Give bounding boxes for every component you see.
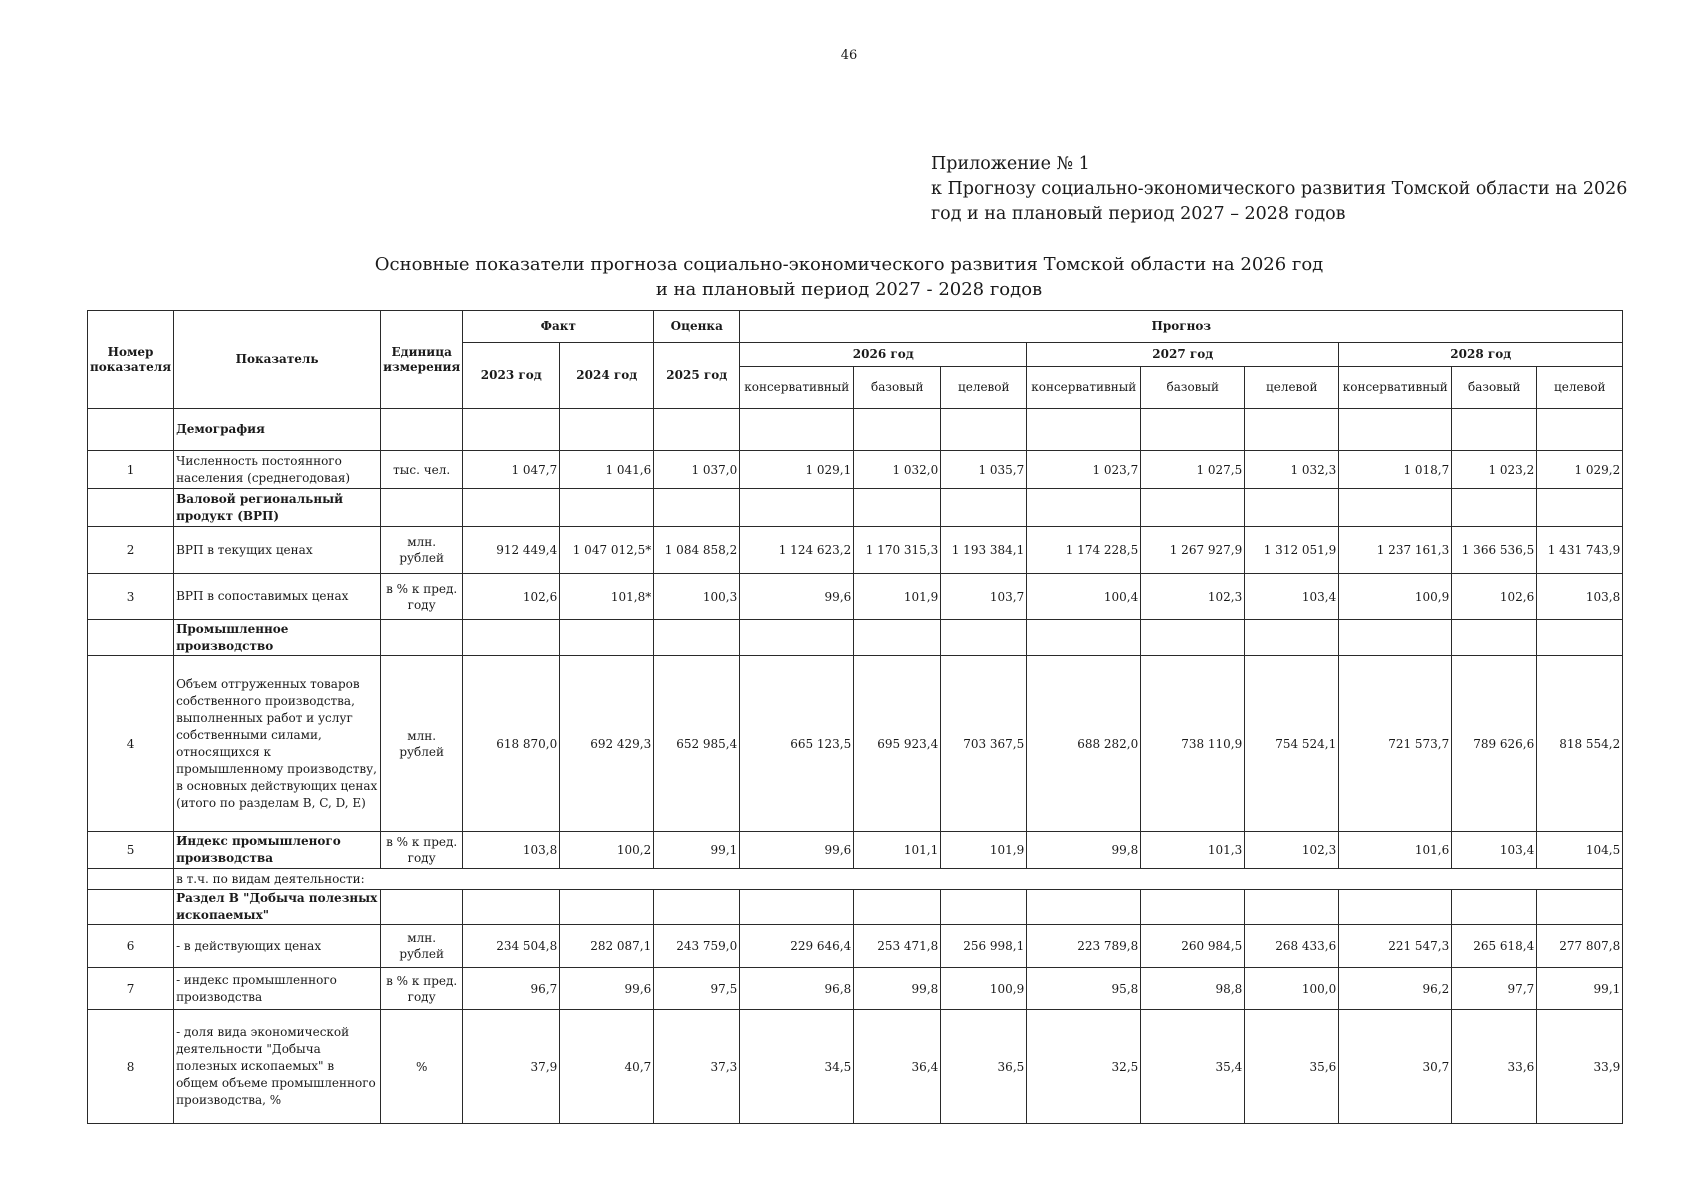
value-cell: 103,8 bbox=[1537, 574, 1623, 620]
value-cell: 100,3 bbox=[654, 574, 740, 620]
note-row bbox=[88, 869, 1623, 890]
value-cell: 101,1 bbox=[854, 832, 941, 869]
empty-cell bbox=[654, 620, 740, 656]
value-cell: 695 923,4 bbox=[854, 656, 941, 832]
document-title bbox=[0, 252, 1698, 302]
empty-cell bbox=[854, 890, 941, 925]
value-cell: 102,6 bbox=[1452, 574, 1537, 620]
value-cell: 234 504,8 bbox=[463, 925, 560, 968]
empty-cell bbox=[654, 409, 740, 451]
empty-cell bbox=[560, 409, 654, 451]
value-cell: 688 282,0 bbox=[1027, 656, 1141, 832]
row-number: 1 bbox=[88, 451, 174, 489]
value-cell: 36,5 bbox=[941, 1010, 1027, 1124]
empty-cell bbox=[463, 620, 560, 656]
empty-cell bbox=[1141, 489, 1245, 527]
value-cell: 652 985,4 bbox=[654, 656, 740, 832]
value-cell: 789 626,6 bbox=[1452, 656, 1537, 832]
row-number: 7 bbox=[88, 968, 174, 1010]
row-number: 5 bbox=[88, 832, 174, 869]
row-number: 6 bbox=[88, 925, 174, 968]
empty-cell bbox=[941, 489, 1027, 527]
value-cell: 97,7 bbox=[1452, 968, 1537, 1010]
value-cell: 33,6 bbox=[1452, 1010, 1537, 1124]
header-year-2023: 2023 год bbox=[463, 343, 560, 409]
value-cell: 1 018,7 bbox=[1339, 451, 1452, 489]
table-row bbox=[88, 527, 1623, 574]
value-cell: 99,1 bbox=[1537, 968, 1623, 1010]
header-conservative: консервативный bbox=[740, 367, 854, 409]
header-conservative: консервативный bbox=[1027, 367, 1141, 409]
empty-cell bbox=[88, 409, 174, 451]
empty-cell bbox=[654, 890, 740, 925]
value-cell: 256 998,1 bbox=[941, 925, 1027, 968]
empty-cell bbox=[1245, 620, 1339, 656]
value-cell: 98,8 bbox=[1141, 968, 1245, 1010]
empty-cell bbox=[1537, 409, 1623, 451]
empty-cell bbox=[381, 890, 463, 925]
table-row bbox=[88, 574, 1623, 620]
appendix-line: Приложение № 1 bbox=[931, 154, 1090, 174]
empty-cell bbox=[1339, 409, 1452, 451]
value-cell: 97,5 bbox=[654, 968, 740, 1010]
value-cell: 1 047,7 bbox=[463, 451, 560, 489]
empty-cell bbox=[941, 890, 1027, 925]
empty-cell bbox=[463, 489, 560, 527]
indicator-name: Численность постоянного населения (среднегодовая) bbox=[174, 451, 381, 489]
value-cell: 30,7 bbox=[1339, 1010, 1452, 1124]
unit-cell: млн. рублей bbox=[381, 925, 463, 968]
empty-cell bbox=[1245, 890, 1339, 925]
empty-cell bbox=[381, 409, 463, 451]
value-cell: 101,3 bbox=[1141, 832, 1245, 869]
empty-cell bbox=[381, 620, 463, 656]
value-cell: 1 193 384,1 bbox=[941, 527, 1027, 574]
indicator-name: - индекс промышленного производства bbox=[174, 968, 381, 1010]
value-cell: 754 524,1 bbox=[1245, 656, 1339, 832]
value-cell: 37,3 bbox=[654, 1010, 740, 1124]
value-cell: 100,9 bbox=[1339, 574, 1452, 620]
value-cell: 99,6 bbox=[560, 968, 654, 1010]
empty-cell bbox=[1452, 489, 1537, 527]
section-row bbox=[88, 409, 1623, 451]
section-title: Валовой региональный продукт (ВРП) bbox=[174, 489, 381, 527]
empty-cell bbox=[1452, 409, 1537, 451]
value-cell: 282 087,1 bbox=[560, 925, 654, 968]
value-cell: 96,2 bbox=[1339, 968, 1452, 1010]
title-line: и на плановый период 2027 - 2028 годов bbox=[655, 279, 1043, 300]
empty-cell bbox=[1027, 620, 1141, 656]
value-cell: 253 471,8 bbox=[854, 925, 941, 968]
table-row bbox=[88, 925, 1623, 968]
value-cell: 33,9 bbox=[1537, 1010, 1623, 1124]
header-number: Номер показателя bbox=[88, 311, 174, 409]
value-cell: 103,4 bbox=[1452, 832, 1537, 869]
value-cell: 96,7 bbox=[463, 968, 560, 1010]
value-cell: 99,6 bbox=[740, 832, 854, 869]
value-cell: 277 807,8 bbox=[1537, 925, 1623, 968]
value-cell: 1 032,3 bbox=[1245, 451, 1339, 489]
header-year-2028: 2028 год bbox=[1339, 343, 1623, 367]
value-cell: 1 366 536,5 bbox=[1452, 527, 1537, 574]
value-cell: 102,3 bbox=[1141, 574, 1245, 620]
empty-cell bbox=[654, 489, 740, 527]
value-cell: 692 429,3 bbox=[560, 656, 654, 832]
empty-cell bbox=[381, 489, 463, 527]
row-number: 4 bbox=[88, 656, 174, 832]
unit-cell: тыс. чел. bbox=[381, 451, 463, 489]
value-cell: 103,8 bbox=[463, 832, 560, 869]
value-cell: 1 023,2 bbox=[1452, 451, 1537, 489]
empty-cell bbox=[941, 620, 1027, 656]
note-text: в т.ч. по видам деятельности: bbox=[174, 869, 1623, 890]
value-cell: 101,9 bbox=[854, 574, 941, 620]
page-number: 46 bbox=[840, 48, 858, 63]
value-cell: 37,9 bbox=[463, 1010, 560, 1124]
header-target: целевой bbox=[941, 367, 1027, 409]
value-cell: 221 547,3 bbox=[1339, 925, 1452, 968]
table-row bbox=[88, 451, 1623, 489]
table-row bbox=[88, 1010, 1623, 1124]
value-cell: 101,6 bbox=[1339, 832, 1452, 869]
indicator-name: Индекс промышленого производства bbox=[174, 832, 381, 869]
section-title: Промышленное производство bbox=[174, 620, 381, 656]
value-cell: 243 759,0 bbox=[654, 925, 740, 968]
value-cell: 99,1 bbox=[654, 832, 740, 869]
empty-cell bbox=[740, 489, 854, 527]
empty-cell bbox=[740, 890, 854, 925]
header-base: базовый bbox=[1141, 367, 1245, 409]
value-cell: 1 032,0 bbox=[854, 451, 941, 489]
value-cell: 703 367,5 bbox=[941, 656, 1027, 832]
empty-cell bbox=[740, 620, 854, 656]
header-base: базовый bbox=[1452, 367, 1537, 409]
unit-cell: млн. рублей bbox=[381, 656, 463, 832]
header-fact: Факт bbox=[463, 311, 654, 343]
empty-cell bbox=[1339, 890, 1452, 925]
empty-cell bbox=[854, 409, 941, 451]
value-cell: 100,2 bbox=[560, 832, 654, 869]
empty-cell bbox=[1027, 489, 1141, 527]
empty-cell bbox=[463, 409, 560, 451]
forecast-table bbox=[87, 310, 1623, 1124]
empty-cell bbox=[941, 409, 1027, 451]
value-cell: 96,8 bbox=[740, 968, 854, 1010]
table-body bbox=[88, 409, 1623, 1124]
value-cell: 40,7 bbox=[560, 1010, 654, 1124]
value-cell: 103,7 bbox=[941, 574, 1027, 620]
value-cell: 1 312 051,9 bbox=[1245, 527, 1339, 574]
value-cell: 1 029,1 bbox=[740, 451, 854, 489]
value-cell: 268 433,6 bbox=[1245, 925, 1339, 968]
value-cell: 1 431 743,9 bbox=[1537, 527, 1623, 574]
empty-cell bbox=[88, 890, 174, 925]
value-cell: 260 984,5 bbox=[1141, 925, 1245, 968]
value-cell: 99,8 bbox=[854, 968, 941, 1010]
empty-cell bbox=[1245, 489, 1339, 527]
value-cell: 100,4 bbox=[1027, 574, 1141, 620]
empty-cell bbox=[1537, 620, 1623, 656]
header-year-2025: 2025 год bbox=[654, 343, 740, 409]
header-unit: Единица измерения bbox=[381, 311, 463, 409]
value-cell: 34,5 bbox=[740, 1010, 854, 1124]
header-forecast: Прогноз bbox=[740, 311, 1623, 343]
value-cell: 618 870,0 bbox=[463, 656, 560, 832]
header-conservative: консервативный bbox=[1339, 367, 1452, 409]
title-line: Основные показатели прогноза социально-экономического развития Томской области на 2026 год bbox=[374, 254, 1324, 275]
value-cell: 1 027,5 bbox=[1141, 451, 1245, 489]
value-cell: 100,0 bbox=[1245, 968, 1339, 1010]
empty-cell bbox=[1339, 489, 1452, 527]
empty-cell bbox=[1141, 409, 1245, 451]
section-title: Демография bbox=[174, 409, 381, 451]
value-cell: 912 449,4 bbox=[463, 527, 560, 574]
indicator-name: - в действующих ценах bbox=[174, 925, 381, 968]
empty-cell bbox=[740, 409, 854, 451]
value-cell: 99,6 bbox=[740, 574, 854, 620]
header-year-2027: 2027 год bbox=[1027, 343, 1339, 367]
empty-cell bbox=[1245, 409, 1339, 451]
indicator-name: Объем отгруженных товаров собственного производства, выполненных работ и услуг собственными силами, относящихся к промышленному производству, в основных действующих ценах (итого по разделам B, C, D, E) bbox=[174, 656, 381, 832]
value-cell: 35,6 bbox=[1245, 1010, 1339, 1124]
empty-cell bbox=[88, 869, 174, 890]
value-cell: 1 035,7 bbox=[941, 451, 1027, 489]
section-row bbox=[88, 890, 1623, 925]
empty-cell bbox=[1027, 409, 1141, 451]
empty-cell bbox=[1452, 620, 1537, 656]
value-cell: 32,5 bbox=[1027, 1010, 1141, 1124]
section-row bbox=[88, 489, 1623, 527]
value-cell: 229 646,4 bbox=[740, 925, 854, 968]
unit-cell: в % к пред. году bbox=[381, 574, 463, 620]
empty-cell bbox=[854, 620, 941, 656]
header-year-2024: 2024 год bbox=[560, 343, 654, 409]
value-cell: 265 618,4 bbox=[1452, 925, 1537, 968]
value-cell: 223 789,8 bbox=[1027, 925, 1141, 968]
indicator-name: ВРП в текущих ценах bbox=[174, 527, 381, 574]
empty-cell bbox=[1537, 890, 1623, 925]
appendix-line: год и на плановый период 2027 – 2028 годов bbox=[931, 204, 1346, 224]
table-row bbox=[88, 968, 1623, 1010]
value-cell: 1 170 315,3 bbox=[854, 527, 941, 574]
table-row bbox=[88, 656, 1623, 832]
appendix-reference bbox=[931, 152, 1627, 227]
indicator-name: - доля вида экономической деятельности "Добыча полезных ископаемых" в общем объеме промышленного производства, % bbox=[174, 1010, 381, 1124]
row-number: 8 bbox=[88, 1010, 174, 1124]
row-number: 3 bbox=[88, 574, 174, 620]
appendix-line: к Прогнозу социально-экономического развития Томской области на 2026 bbox=[931, 179, 1628, 199]
empty-cell bbox=[560, 489, 654, 527]
unit-cell: в % к пред. году bbox=[381, 968, 463, 1010]
empty-cell bbox=[1339, 620, 1452, 656]
unit-cell: % bbox=[381, 1010, 463, 1124]
header-year-2026: 2026 год bbox=[740, 343, 1027, 367]
value-cell: 1 174 228,5 bbox=[1027, 527, 1141, 574]
value-cell: 1 041,6 bbox=[560, 451, 654, 489]
value-cell: 36,4 bbox=[854, 1010, 941, 1124]
indicator-name: ВРП в сопоставимых ценах bbox=[174, 574, 381, 620]
value-cell: 721 573,7 bbox=[1339, 656, 1452, 832]
value-cell: 665 123,5 bbox=[740, 656, 854, 832]
unit-cell: в % к пред. году bbox=[381, 832, 463, 869]
empty-cell bbox=[88, 620, 174, 656]
empty-cell bbox=[1452, 890, 1537, 925]
value-cell: 95,8 bbox=[1027, 968, 1141, 1010]
empty-cell bbox=[1537, 489, 1623, 527]
value-cell: 1 267 927,9 bbox=[1141, 527, 1245, 574]
value-cell: 101,8* bbox=[560, 574, 654, 620]
empty-cell bbox=[1141, 890, 1245, 925]
value-cell: 100,9 bbox=[941, 968, 1027, 1010]
value-cell: 102,3 bbox=[1245, 832, 1339, 869]
header-target: целевой bbox=[1537, 367, 1623, 409]
empty-cell bbox=[88, 489, 174, 527]
value-cell: 1 023,7 bbox=[1027, 451, 1141, 489]
section-title: Раздел B "Добыча полезных ископаемых" bbox=[174, 890, 381, 925]
value-cell: 35,4 bbox=[1141, 1010, 1245, 1124]
empty-cell bbox=[1027, 890, 1141, 925]
value-cell: 1 237 161,3 bbox=[1339, 527, 1452, 574]
value-cell: 99,8 bbox=[1027, 832, 1141, 869]
section-row bbox=[88, 620, 1623, 656]
unit-cell: млн. рублей bbox=[381, 527, 463, 574]
value-cell: 1 084 858,2 bbox=[654, 527, 740, 574]
value-cell: 1 029,2 bbox=[1537, 451, 1623, 489]
header-indicator: Показатель bbox=[174, 311, 381, 409]
value-cell: 101,9 bbox=[941, 832, 1027, 869]
value-cell: 104,5 bbox=[1537, 832, 1623, 869]
value-cell: 818 554,2 bbox=[1537, 656, 1623, 832]
empty-cell bbox=[1141, 620, 1245, 656]
table-row bbox=[88, 832, 1623, 869]
empty-cell bbox=[854, 489, 941, 527]
empty-cell bbox=[463, 890, 560, 925]
empty-cell bbox=[560, 620, 654, 656]
value-cell: 738 110,9 bbox=[1141, 656, 1245, 832]
value-cell: 1 124 623,2 bbox=[740, 527, 854, 574]
header-target: целевой bbox=[1245, 367, 1339, 409]
header-base: базовый bbox=[854, 367, 941, 409]
value-cell: 1 047 012,5* bbox=[560, 527, 654, 574]
header-estimate: Оценка bbox=[654, 311, 740, 343]
empty-cell bbox=[560, 890, 654, 925]
value-cell: 103,4 bbox=[1245, 574, 1339, 620]
value-cell: 1 037,0 bbox=[654, 451, 740, 489]
value-cell: 102,6 bbox=[463, 574, 560, 620]
row-number: 2 bbox=[88, 527, 174, 574]
